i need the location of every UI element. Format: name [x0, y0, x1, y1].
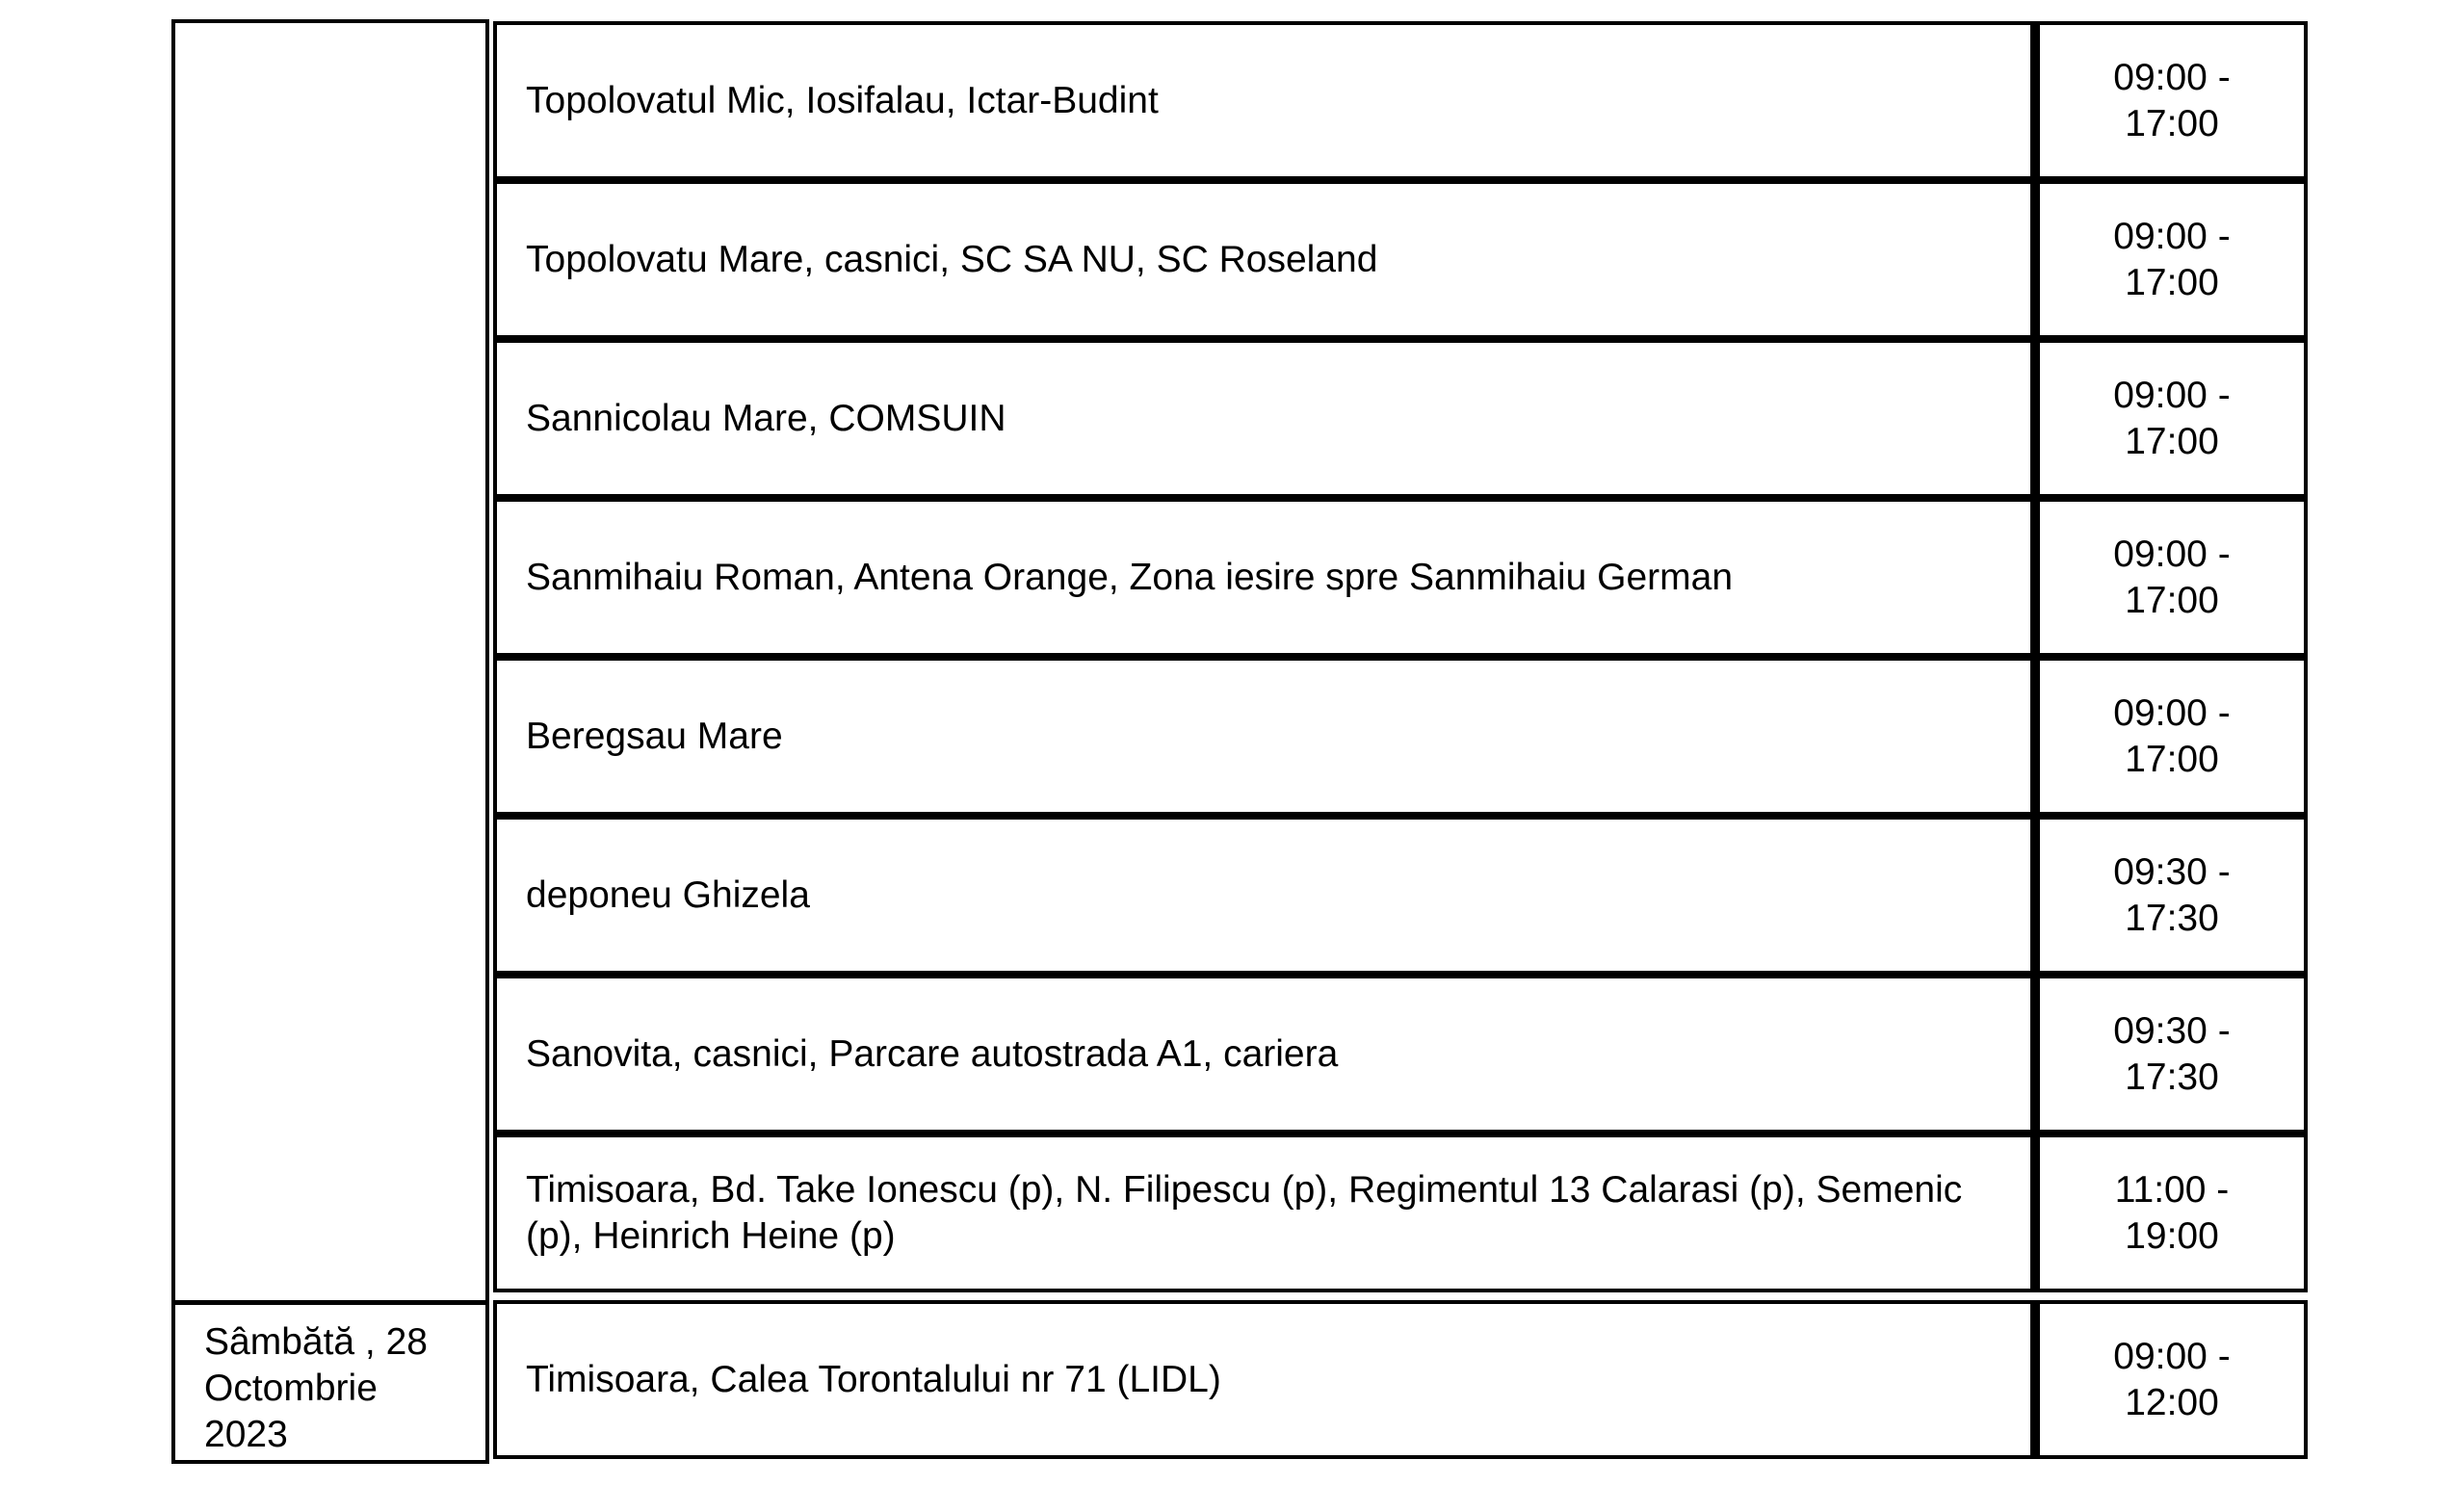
time-cell: 09:00 - 17:00	[2034, 498, 2308, 657]
time-cell: 09:00 - 17:00	[2034, 180, 2308, 339]
date-cell: Sâmbătă , 28 Octombrie 2023	[171, 1300, 489, 1464]
time-cell: 09:30 - 17:30	[2034, 816, 2308, 975]
date-cell	[171, 19, 489, 1305]
table-row	[493, 816, 2308, 975]
table-row	[493, 975, 2308, 1134]
locations-cell: Timisoara, Calea Torontalului nr 71 (LIDL)	[493, 1300, 2034, 1459]
locations-cell: Sanmihaiu Roman, Antena Orange, Zona iesire spre Sanmihaiu German	[493, 498, 2034, 657]
locations-cell: Beregsau Mare	[493, 657, 2034, 816]
table-row	[493, 498, 2308, 657]
table-row	[493, 1300, 2308, 1459]
time-cell: 09:00 - 17:00	[2034, 339, 2308, 498]
table-row	[493, 1134, 2308, 1292]
time-cell: 09:00 - 12:00	[2034, 1300, 2308, 1459]
time-cell: 09:00 - 17:00	[2034, 657, 2308, 816]
table-row	[493, 180, 2308, 339]
locations-cell: Sanovita, casnici, Parcare autostrada A1, cariera	[493, 975, 2034, 1134]
locations-cell: Topolovatul Mic, Iosifalau, Ictar-Budint	[493, 21, 2034, 180]
table-row	[493, 21, 2308, 180]
locations-cell: deponeu Ghizela	[493, 816, 2034, 975]
time-cell: 09:00 - 17:00	[2034, 21, 2308, 180]
table-row	[493, 339, 2308, 498]
time-cell: 09:30 - 17:30	[2034, 975, 2308, 1134]
locations-cell: Topolovatu Mare, casnici, SC SA NU, SC Roseland	[493, 180, 2034, 339]
table-row	[493, 657, 2308, 816]
locations-cell: Timisoara, Bd. Take Ionescu (p), N. Filipescu (p), Regimentul 13 Calarasi (p), Semenic (p), Heinrich Heine (p)	[493, 1134, 2034, 1292]
time-cell: 11:00 - 19:00	[2034, 1134, 2308, 1292]
locations-cell: Sannicolau Mare, COMSUIN	[493, 339, 2034, 498]
